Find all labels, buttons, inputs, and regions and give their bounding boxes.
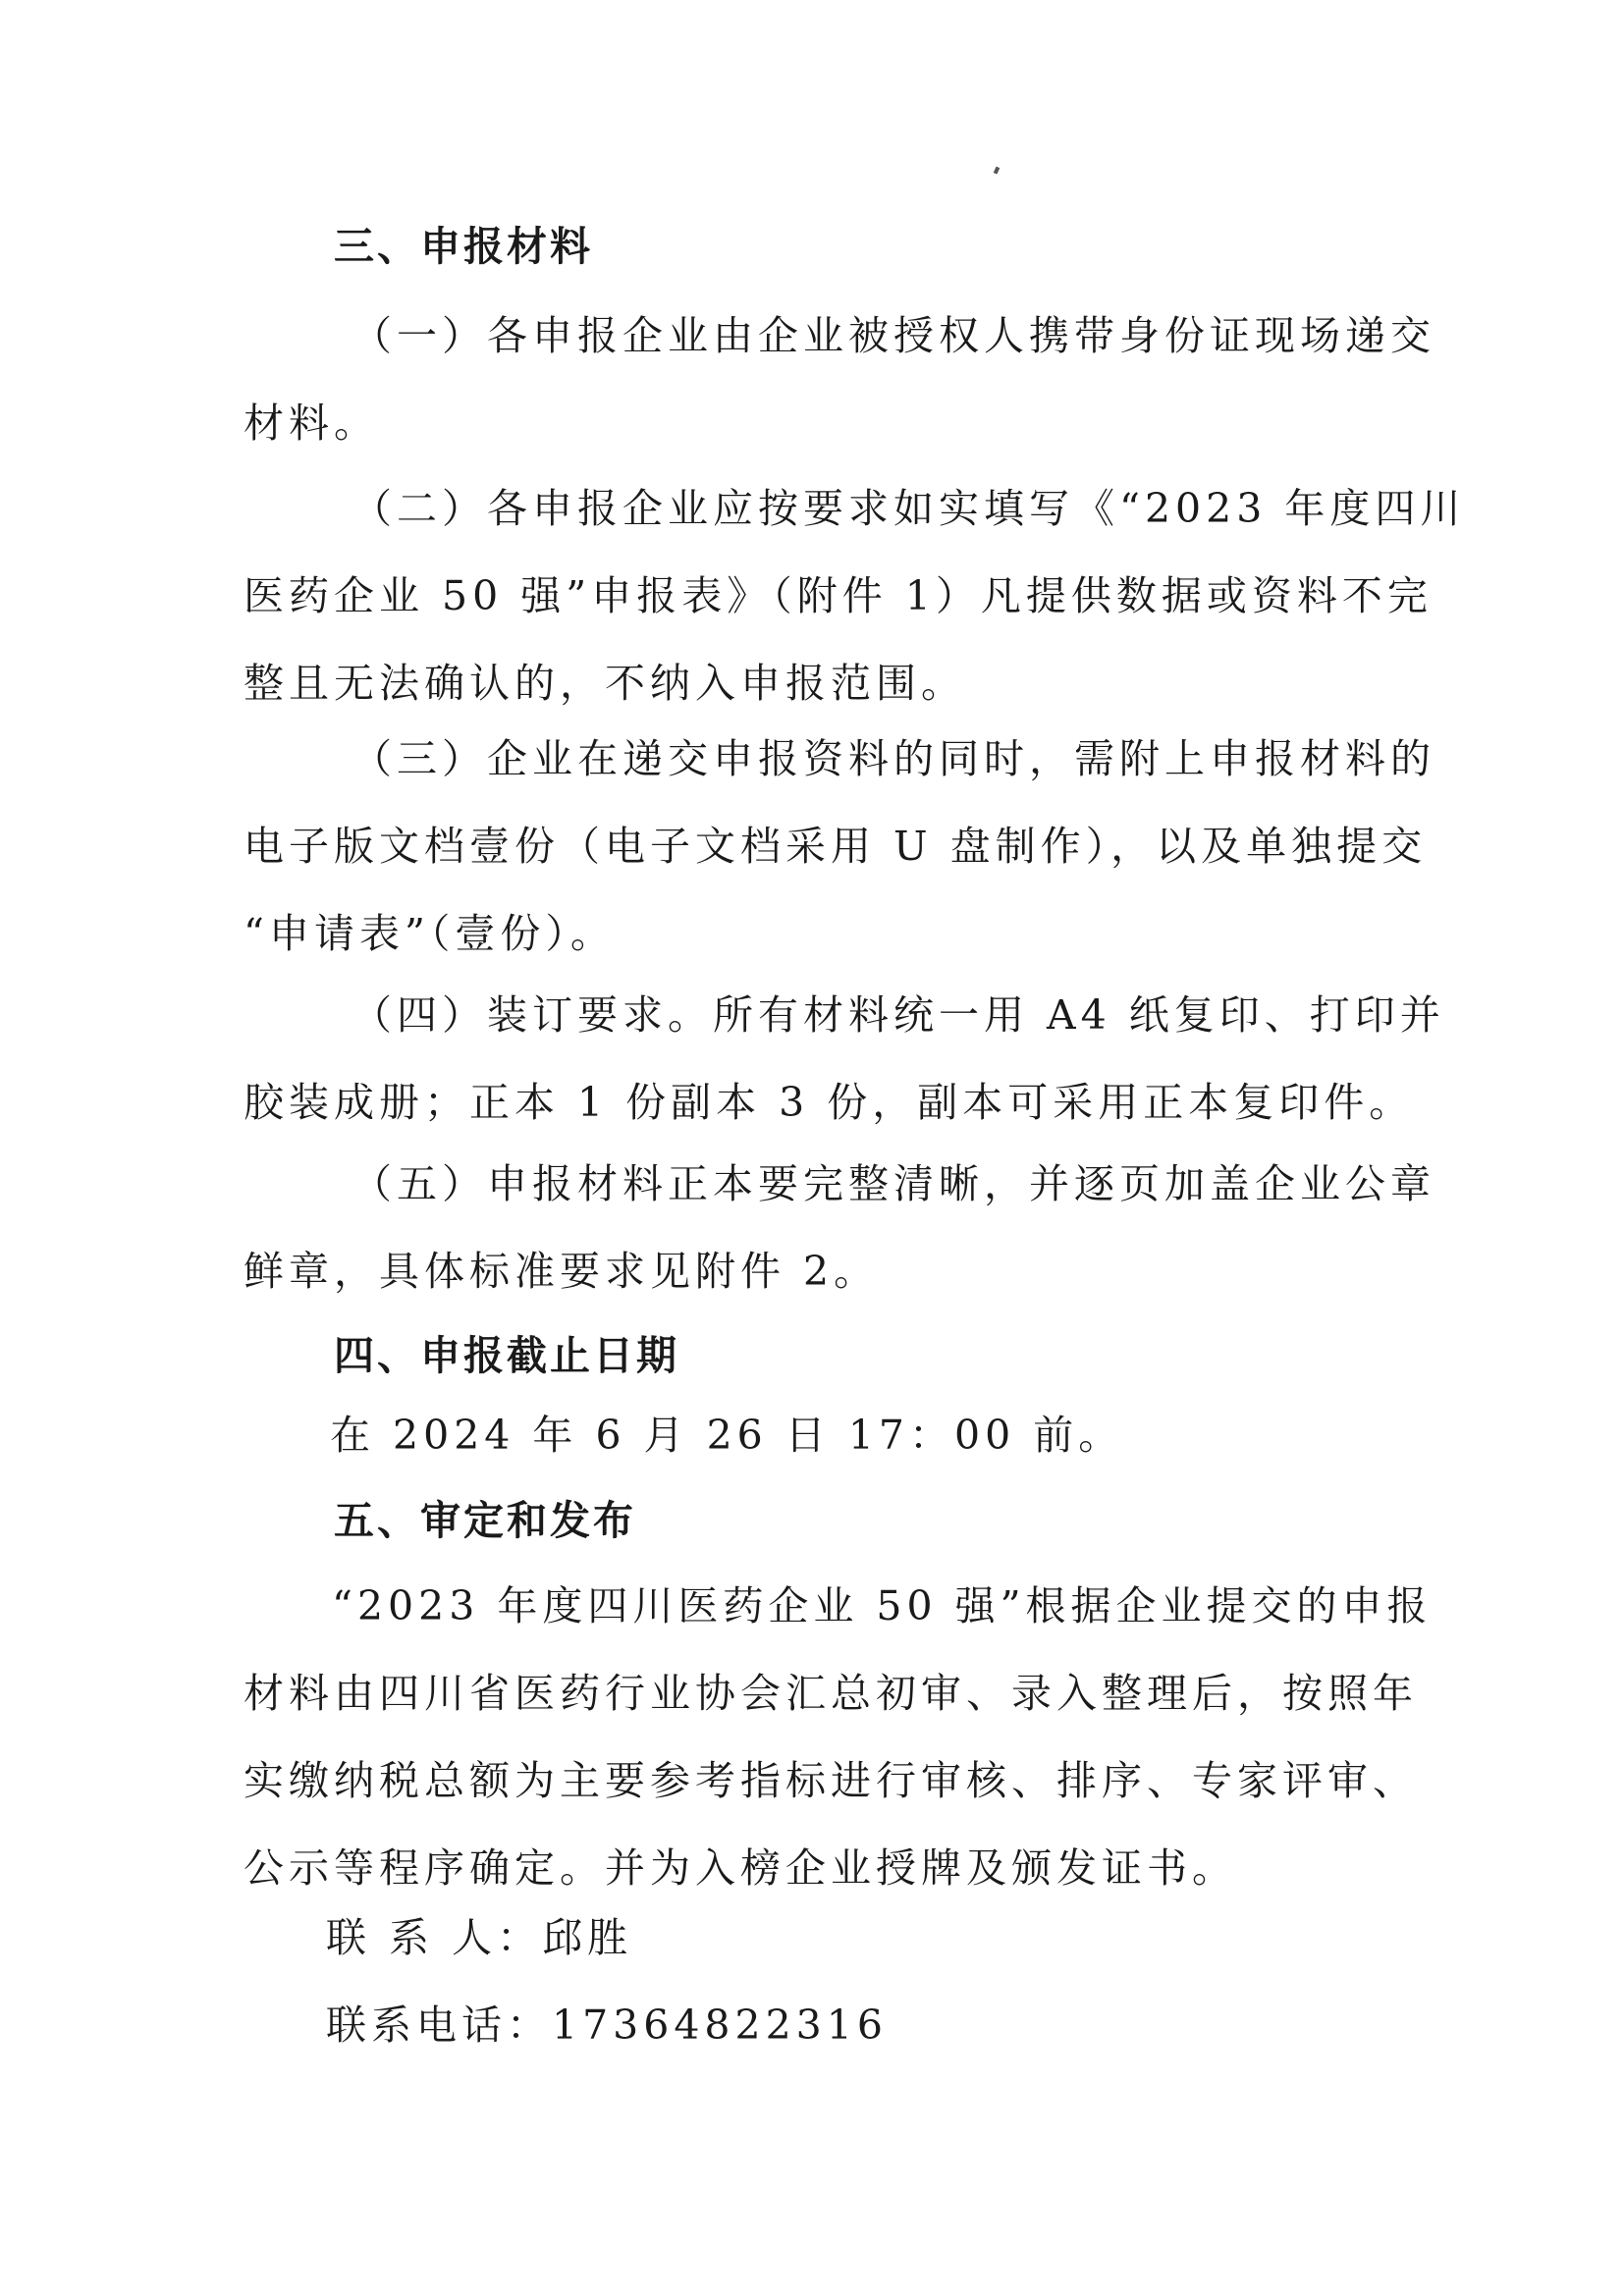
materials-item-1 <box>243 293 1435 467</box>
paragraph-line: 公示等程序确定。并为入榜企业授牌及颁发证书。 <box>243 1844 1237 1892</box>
paragraph-line: 电子版文档壹份（电子文档采用 U 盘制作），以及单独提交 <box>243 823 1428 870</box>
contact-block <box>326 1895 1465 2069</box>
materials-item-5 <box>243 1141 1435 1315</box>
materials-item-2 <box>243 465 1466 727</box>
paragraph-line: （五）申报材料正本要完整清晰，并逐页加盖企业公章 <box>352 1160 1435 1207</box>
deadline-text <box>330 1392 1469 1479</box>
paragraph-line: 医药企业 50 强”申报表》（附件 1）凡提供数据或资料不完 <box>243 572 1433 619</box>
section-heading-deadline: 四、申报截止日期 <box>334 1332 679 1379</box>
paragraph-line: “申请表”（壹份）。 <box>243 910 616 957</box>
paragraph-line: 实缴纳税总额为主要参考指标进行审核、排序、专家评审、 <box>243 1757 1418 1804</box>
paragraph-line: “2023 年度四川医药企业 50 强”根据企业提交的申报 <box>332 1582 1433 1629</box>
scan-mark <box>994 166 1001 174</box>
paragraph-line: 在 2024 年 6 月 26 日 17：00 前。 <box>330 1412 1124 1459</box>
review-paragraph <box>243 1563 1433 1912</box>
paragraph-line: 材料。 <box>243 400 379 447</box>
paragraph-line: 鲜章，具体标准要求见附件 2。 <box>243 1248 880 1295</box>
paragraph-line: （三）企业在递交申报资料的同时，需附上申报材料的 <box>352 735 1435 782</box>
paragraph-line: 材料由四川省医药行业协会汇总初审、录入整理后，按照年 <box>243 1670 1418 1717</box>
paragraph-line: （四）装订要求。所有材料统一用 A4 纸复印、打印并 <box>352 991 1445 1039</box>
section-heading-materials: 三、申报材料 <box>334 223 593 270</box>
section-heading-review: 五、审定和发布 <box>334 1497 636 1544</box>
materials-item-4 <box>243 972 1445 1147</box>
paragraph-line: 胶装成册；正本 1 份副本 3 份，副本可采用正本复印件。 <box>243 1079 1415 1126</box>
paragraph-line: （二）各申报企业应按要求如实填写《“2023 年度四川 <box>352 485 1466 532</box>
paragraph-line: （一）各申报企业由企业被授权人携带身份证现场递交 <box>352 312 1435 359</box>
materials-item-3 <box>243 716 1435 978</box>
paragraph-line: 整且无法确认的，不纳入申报范围。 <box>243 660 966 707</box>
contact-phone: 联系电话：17364822316 <box>326 2002 888 2049</box>
contact-person: 联 系 人：邱胜 <box>326 1914 633 1961</box>
